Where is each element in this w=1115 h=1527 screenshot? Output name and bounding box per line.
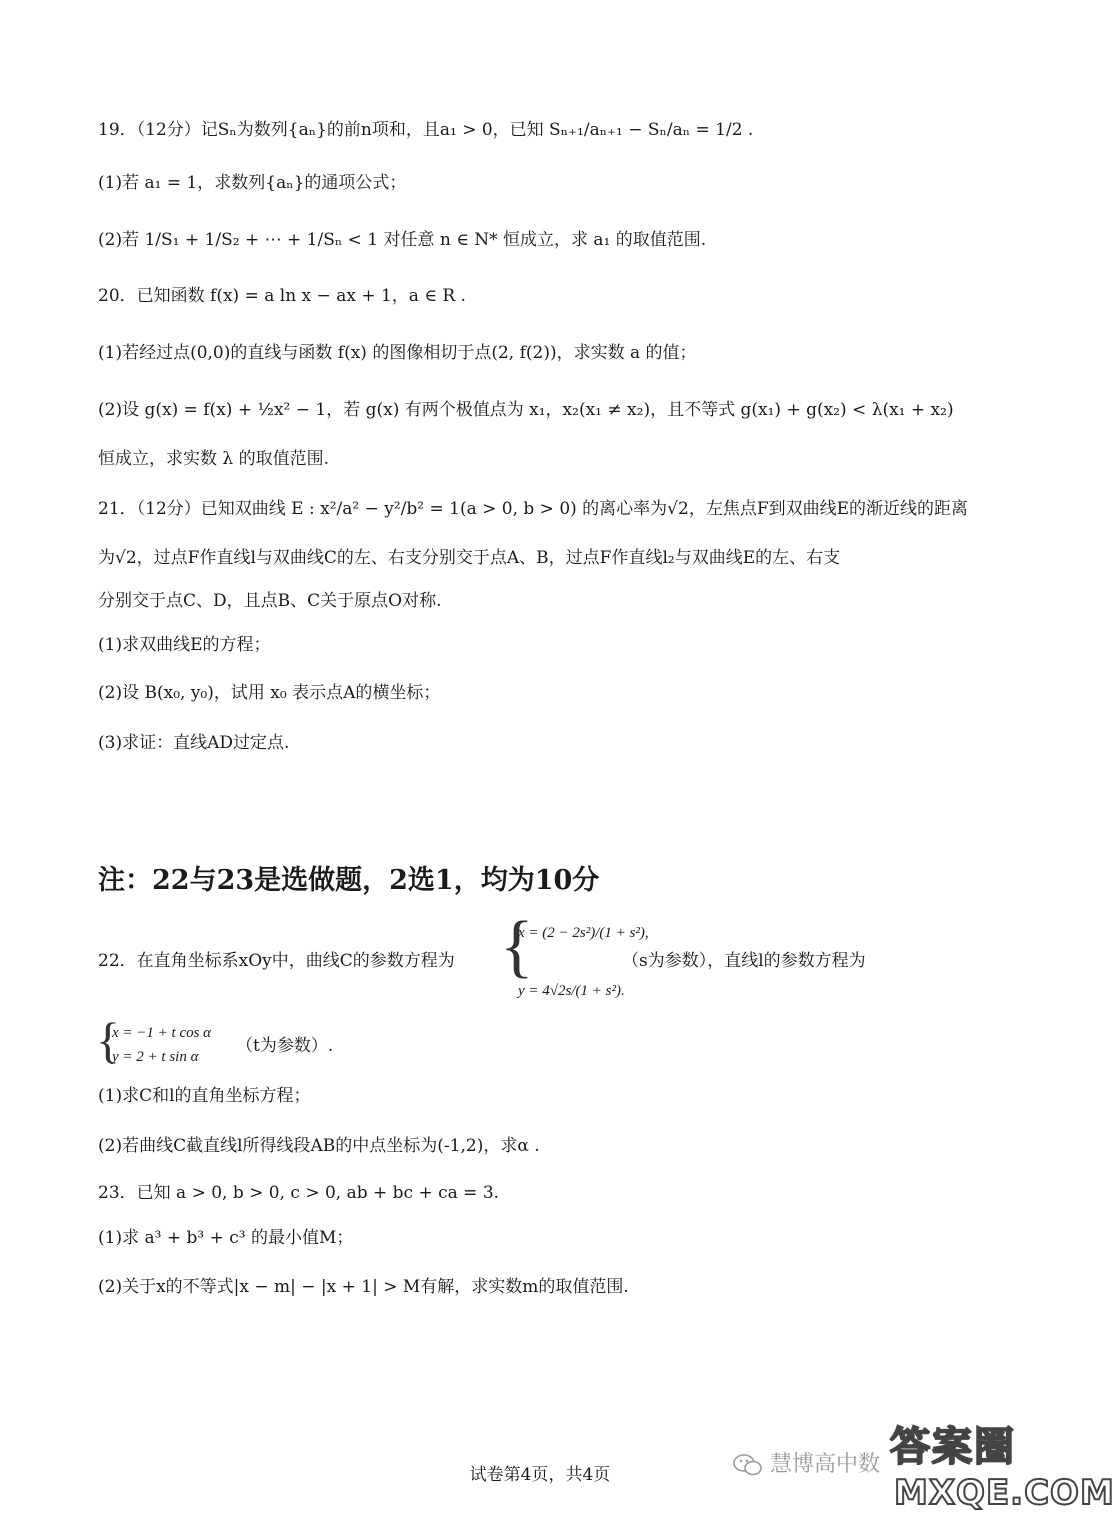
p19-q2: (2)若 1/S₁ + 1/S₂ + ⋯ + 1/Sₙ < 1 对任意 n ∈ N* 恒成立，求 a₁ 的取值范围. <box>98 230 707 250</box>
p21-q3: (3)求证：直线AD过定点. <box>98 733 290 753</box>
p23-q1: (1)求 a³ + b³ + c³ 的最小值M； <box>98 1228 354 1248</box>
wechat-icon <box>732 1452 764 1478</box>
p21-line3: 分别交于点C、D，且点B、C关于原点O对称. <box>98 591 442 611</box>
page-footer: 试卷第4页，共4页 <box>469 1465 611 1485</box>
site-logo <box>880 1415 1115 1520</box>
p23-q2: (2)关于x的不等式|x − m| − |x + 1| > M有解，求实数m的取值范围. <box>98 1277 629 1297</box>
elective-note: 注：22与23是选做题，2选1，均为10分 <box>98 865 600 896</box>
p21-q1: (1)求双曲线E的方程； <box>98 635 271 655</box>
p22-stem-post: （s为参数），直线l的参数方程为 <box>622 951 866 971</box>
p21-line1: 21．（12分）已知双曲线 E : x²/a² − y²/b² = 1(a > 0, b > 0) 的离心率为√2，左焦点F到双曲线E的渐近线的距离 <box>98 499 969 519</box>
p22-stem-pre: 22．在直角坐标系xOy中，曲线C的参数方程为 <box>98 951 455 971</box>
p20-stem: 20．已知函数 f(x) = a ln x − ax + 1，a ∈ R . <box>98 286 466 306</box>
p21-q2: (2)设 B(x₀, y₀)，试用 x₀ 表示点A的横坐标； <box>98 683 441 703</box>
logo-text-top: 答案圈 <box>890 1424 1016 1470</box>
p21-line2: 为√2，过点F作直线l与双曲线C的左、右支分别交于点A、B，过点F作直线l₂与双曲线E的左、右支 <box>98 548 841 568</box>
p20-q2-line1: (2)设 g(x) = f(x) + ½x² − 1，若 g(x) 有两个极值点为 x₁，x₂(x₁ ≠ x₂)，且不等式 g(x₁) + g(x₂) < λ(x₁ + x₂) <box>98 400 954 420</box>
p22-param-y: y = 4√2s/(1 + s²). <box>518 983 625 999</box>
p22-q2: (2)若曲线C截直线l所得线段AB的中点坐标为(-1,2)，求α . <box>98 1136 540 1156</box>
p22-sys2-post: （t为参数）. <box>236 1036 334 1056</box>
p22-line-y: y = 2 + t sin α <box>112 1049 199 1065</box>
p23-stem: 23．已知 a > 0, b > 0, c > 0, ab + bc + ca = 3. <box>98 1183 500 1203</box>
p22-q1: (1)求C和l的直角坐标方程； <box>98 1086 311 1106</box>
p20-q2-line2: 恒成立，求实数 λ 的取值范围. <box>98 449 329 469</box>
system-brace: { <box>96 1012 120 1068</box>
logo-text-bottom: MXQE.COM <box>894 1473 1115 1513</box>
p22-param-x: x = (2 − 2s²)/(1 + s²), <box>518 925 649 941</box>
p22-line-x: x = −1 + t cos α <box>112 1025 212 1041</box>
watermark-text: 慧博高中数 <box>770 1452 881 1477</box>
p19-q1: (1)若 a₁ = 1，求数列{aₙ}的通项公式； <box>98 173 407 193</box>
p20-q1: (1)若经过点(0,0)的直线与函数 f(x) 的图像相切于点(2, f(2))，求实数 a 的值； <box>98 343 697 363</box>
p19-stem: 19．（12分）记Sₙ为数列{aₙ}的前n项和，且a₁ > 0，已知 Sₙ₊₁/aₙ₊₁ − Sₙ/aₙ = 1/2 . <box>98 120 754 140</box>
system-brace: { <box>500 908 534 985</box>
